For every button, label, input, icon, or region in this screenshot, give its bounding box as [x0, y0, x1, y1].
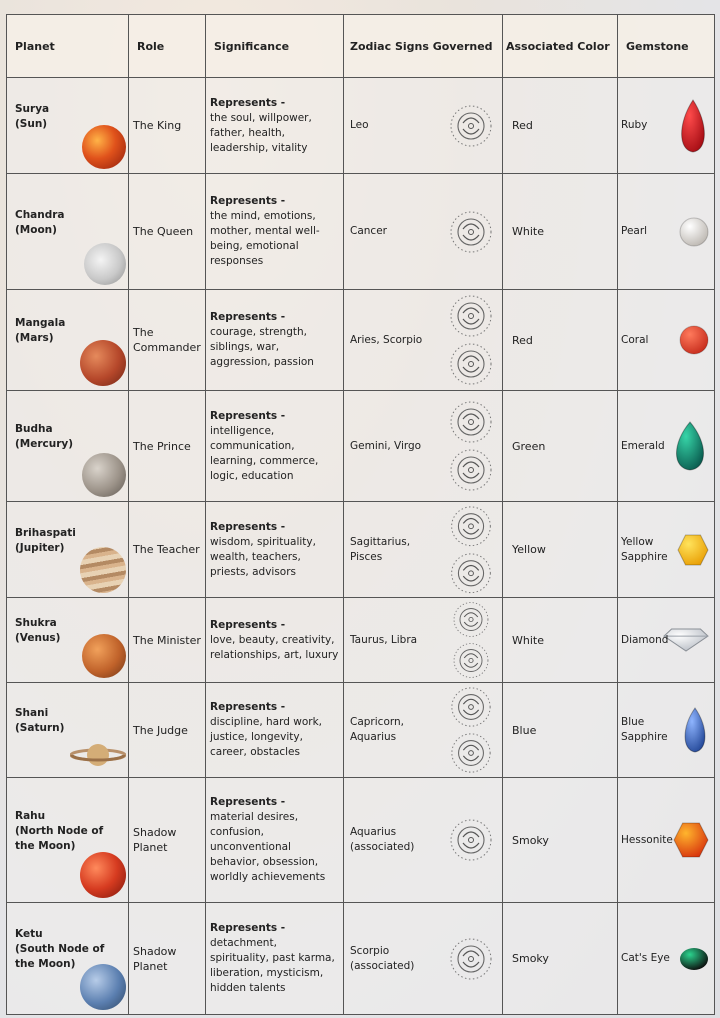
zodiac-medallion-icon — [446, 399, 496, 445]
role-cell: Shadow Planet — [129, 778, 206, 903]
planet-name-line1: Chandra — [15, 208, 65, 221]
column-header-significance: Significance — [206, 15, 344, 78]
pearl-icon — [678, 216, 710, 248]
significance-cell — [206, 598, 344, 683]
planet-name-line2: (South Node of the Moon) — [15, 943, 105, 970]
table-row — [7, 778, 715, 903]
significance-heading: Represents - — [210, 520, 286, 533]
zodiac-medallion-icon — [446, 551, 496, 596]
zodiac-cell — [344, 778, 503, 903]
gemstone-name: Pearl — [621, 225, 648, 237]
leo-sign-icon — [444, 80, 498, 171]
sagittarius-pisces-sign-icon — [444, 504, 498, 595]
zodiac-medallion-icon — [446, 685, 496, 729]
zodiac-medallion-icon — [446, 817, 496, 863]
significance-text: love, beauty, creativity, relationships, art, luxury — [210, 633, 339, 661]
gemstone-cell — [618, 903, 715, 1015]
zodiac-cell — [344, 391, 503, 502]
zodiac-cell — [344, 78, 503, 174]
table-row — [7, 391, 715, 502]
table-row — [7, 598, 715, 683]
hessonite-icon — [672, 821, 710, 859]
color-cell: Red — [503, 78, 618, 174]
column-header-planet: Planet — [7, 15, 129, 78]
mars-icon — [80, 340, 126, 386]
zodiac-signs-text: Cancer — [350, 225, 387, 237]
significance-cell — [206, 78, 344, 174]
zodiac-medallion-icon — [446, 447, 496, 493]
column-header-zodiac: Zodiac Signs Governed — [344, 15, 503, 78]
zodiac-signs-text: Aries, Scorpio — [350, 333, 423, 346]
column-header-gemstone: Gemstone — [618, 15, 715, 78]
color-cell: Red — [503, 290, 618, 391]
significance-text: intelligence, communication, learning, commerce, logic, education — [210, 424, 319, 482]
gemstone-name: Emerald — [621, 439, 665, 452]
planet-name-line2: (Jupiter) — [15, 541, 65, 554]
planet-cell — [7, 290, 129, 391]
venus-icon — [82, 634, 126, 678]
table-row — [7, 174, 715, 290]
gemstone-cell — [618, 502, 715, 598]
planet-name-line1: Mangala — [15, 317, 66, 329]
zodiac-medallion-icon — [446, 293, 496, 339]
scorpio-sign-icon — [444, 905, 498, 1012]
role-cell: The Teacher — [129, 502, 206, 598]
significance-cell — [206, 903, 344, 1015]
taurus-libra-sign-icon — [444, 600, 498, 680]
zodiac-signs-text: Leo — [350, 119, 369, 131]
gemstone-name: Ruby — [621, 119, 648, 131]
ruby-icon — [676, 98, 710, 154]
jupiter-icon — [80, 547, 126, 593]
role-cell: Shadow Planet — [129, 903, 206, 1015]
planet-name-line2: (Saturn) — [15, 722, 65, 734]
gemstone-cell — [618, 78, 715, 174]
significance-heading: Represents - — [210, 311, 286, 323]
zodiac-signs-text: Sagittarius, Pisces — [350, 535, 411, 563]
planet-name — [15, 706, 95, 736]
significance-text: the soul, willpower, father, health, leadership, vitality — [210, 111, 312, 154]
coral-icon — [678, 324, 710, 356]
zodiac-medallion-icon — [446, 936, 496, 982]
zodiac-cell — [344, 598, 503, 683]
color-cell: Smoky — [503, 903, 618, 1015]
table-row — [7, 903, 715, 1015]
significance-heading: Represents - — [210, 796, 286, 808]
planet-name-line2: (Venus) — [15, 632, 61, 644]
color-cell: Green — [503, 391, 618, 502]
significance-cell — [206, 391, 344, 502]
role-cell: The King — [129, 78, 206, 174]
significance-cell — [206, 778, 344, 903]
gemstone-cell — [618, 598, 715, 683]
zodiac-cell — [344, 290, 503, 391]
zodiac-medallion-icon — [446, 600, 496, 639]
significance-text: detachment, spirituality, past karma, liberation, mysticism, hidden talents — [210, 937, 335, 994]
gemstone-name: Coral — [621, 333, 649, 346]
planet-name-line2: (Sun) — [15, 117, 48, 130]
table-row — [7, 290, 715, 391]
aries-scorpio-sign-icon — [444, 292, 498, 388]
significance-cell — [206, 502, 344, 598]
color-cell: Smoky — [503, 778, 618, 903]
role-cell: The Judge — [129, 683, 206, 778]
planet-name-line1: Rahu — [15, 809, 46, 822]
planet-name — [15, 102, 95, 132]
color-cell: White — [503, 174, 618, 290]
emerald-icon — [670, 420, 710, 472]
significance-heading: Represents - — [210, 195, 286, 207]
gemstone-cell — [618, 683, 715, 778]
gemstone-name: Yellow Sapphire — [621, 535, 668, 563]
zodiac-medallion-icon — [446, 731, 496, 775]
zodiac-cell — [344, 174, 503, 290]
zodiac-signs-text: Gemini, Virgo — [350, 439, 422, 452]
planet-name-line1: Ketu — [15, 928, 43, 940]
zodiac-signs-text: Aquarius (associated) — [350, 826, 415, 853]
planet-name — [15, 316, 95, 346]
role-cell: The Minister — [129, 598, 206, 683]
planet-name-line2: (Moon) — [15, 223, 57, 236]
cats-eye-icon — [678, 946, 710, 972]
planet-cell — [7, 502, 129, 598]
sun-icon — [82, 125, 126, 169]
planet-cell — [7, 903, 129, 1015]
gemstone-cell — [618, 290, 715, 391]
column-header-color: Associated Color — [503, 15, 618, 78]
significance-text: wisdom, spirituality, wealth, teachers, priests, advisors — [210, 535, 316, 578]
color-cell: White — [503, 598, 618, 683]
planet-cell — [7, 391, 129, 502]
color-cell: Blue — [503, 683, 618, 778]
planet-cell — [7, 174, 129, 290]
significance-text: material desires, confusion, unconventional behavior, obsession, worldly achievements — [210, 811, 326, 883]
gemstone-name: Diamond — [621, 633, 669, 646]
zodiac-cell — [344, 903, 503, 1015]
significance-text: courage, strength, siblings, war, aggression, passion — [210, 326, 314, 368]
zodiac-signs-text: Capricorn, Aquarius — [350, 716, 404, 743]
gemstone-cell — [618, 778, 715, 903]
diamond-icon — [662, 627, 710, 653]
ketu-icon — [80, 964, 126, 1010]
color-cell: Yellow — [503, 502, 618, 598]
planet-name — [15, 208, 95, 238]
planet-name-line1: Brihaspati — [15, 526, 76, 539]
planet-name — [15, 616, 95, 646]
planet-name-line2: (Mars) — [15, 332, 54, 344]
planet-name — [15, 809, 124, 854]
role-cell: The Prince — [129, 391, 206, 502]
column-header-role: Role — [129, 15, 206, 78]
zodiac-signs-text: Scorpio (associated) — [350, 944, 415, 972]
planet-name — [15, 526, 95, 556]
mercury-icon — [82, 453, 126, 497]
planets-table — [6, 14, 715, 1015]
significance-heading: Represents - — [210, 618, 286, 631]
planet-name-line1: Shukra — [15, 617, 57, 629]
planet-name-line1: Shani — [15, 707, 49, 719]
planet-name-line1: Surya — [15, 102, 50, 115]
zodiac-signs-text: Taurus, Libra — [350, 633, 418, 646]
rahu-icon — [80, 852, 126, 898]
gemstone-name: Hessonite — [621, 833, 673, 846]
planet-cell — [7, 78, 129, 174]
zodiac-medallion-icon — [446, 341, 496, 387]
gemstone-name: Cat's Eye — [621, 952, 670, 964]
role-cell: The Commander — [129, 290, 206, 391]
saturn-icon — [70, 739, 126, 771]
significance-cell — [206, 683, 344, 778]
zodiac-medallion-icon — [446, 504, 496, 549]
cancer-sign-icon — [444, 176, 498, 287]
planet-name-line1: Budha — [15, 423, 53, 435]
planet-name — [15, 422, 95, 452]
table-row — [7, 78, 715, 174]
significance-heading: Represents - — [210, 96, 286, 109]
gemstone-cell — [618, 174, 715, 290]
gemstone-name: Blue Sapphire — [621, 716, 668, 743]
significance-text: discipline, hard work, justice, longevity, career, obstacles — [210, 716, 323, 758]
moon-icon — [84, 243, 126, 285]
table-row — [7, 502, 715, 598]
significance-cell — [206, 174, 344, 290]
planet-cell — [7, 683, 129, 778]
zodiac-cell — [344, 502, 503, 598]
zodiac-cell — [344, 683, 503, 778]
planet-name-line2: (Mercury) — [15, 438, 74, 450]
zodiac-medallion-icon — [446, 641, 496, 680]
planet-name-line2: (North Node of the Moon) — [15, 824, 104, 852]
capricorn-aquarius-sign-icon — [444, 685, 498, 775]
gemini-virgo-sign-icon — [444, 393, 498, 499]
significance-cell — [206, 290, 344, 391]
aquarius-sign-icon — [444, 780, 498, 900]
significance-text: the mind, emotions, mother, mental well-being, emotional responses — [210, 210, 320, 267]
table-row — [7, 683, 715, 778]
planet-cell — [7, 778, 129, 903]
yellow-sapphire-icon — [676, 533, 710, 567]
blue-sapphire-icon — [680, 706, 710, 754]
table-header-row — [7, 15, 715, 78]
planet-cell — [7, 598, 129, 683]
role-cell: The Queen — [129, 174, 206, 290]
gemstone-cell — [618, 391, 715, 502]
significance-heading: Represents - — [210, 409, 286, 422]
significance-heading: Represents - — [210, 701, 286, 713]
significance-heading: Represents - — [210, 922, 286, 934]
zodiac-medallion-icon — [446, 103, 496, 149]
zodiac-medallion-icon — [446, 209, 496, 255]
